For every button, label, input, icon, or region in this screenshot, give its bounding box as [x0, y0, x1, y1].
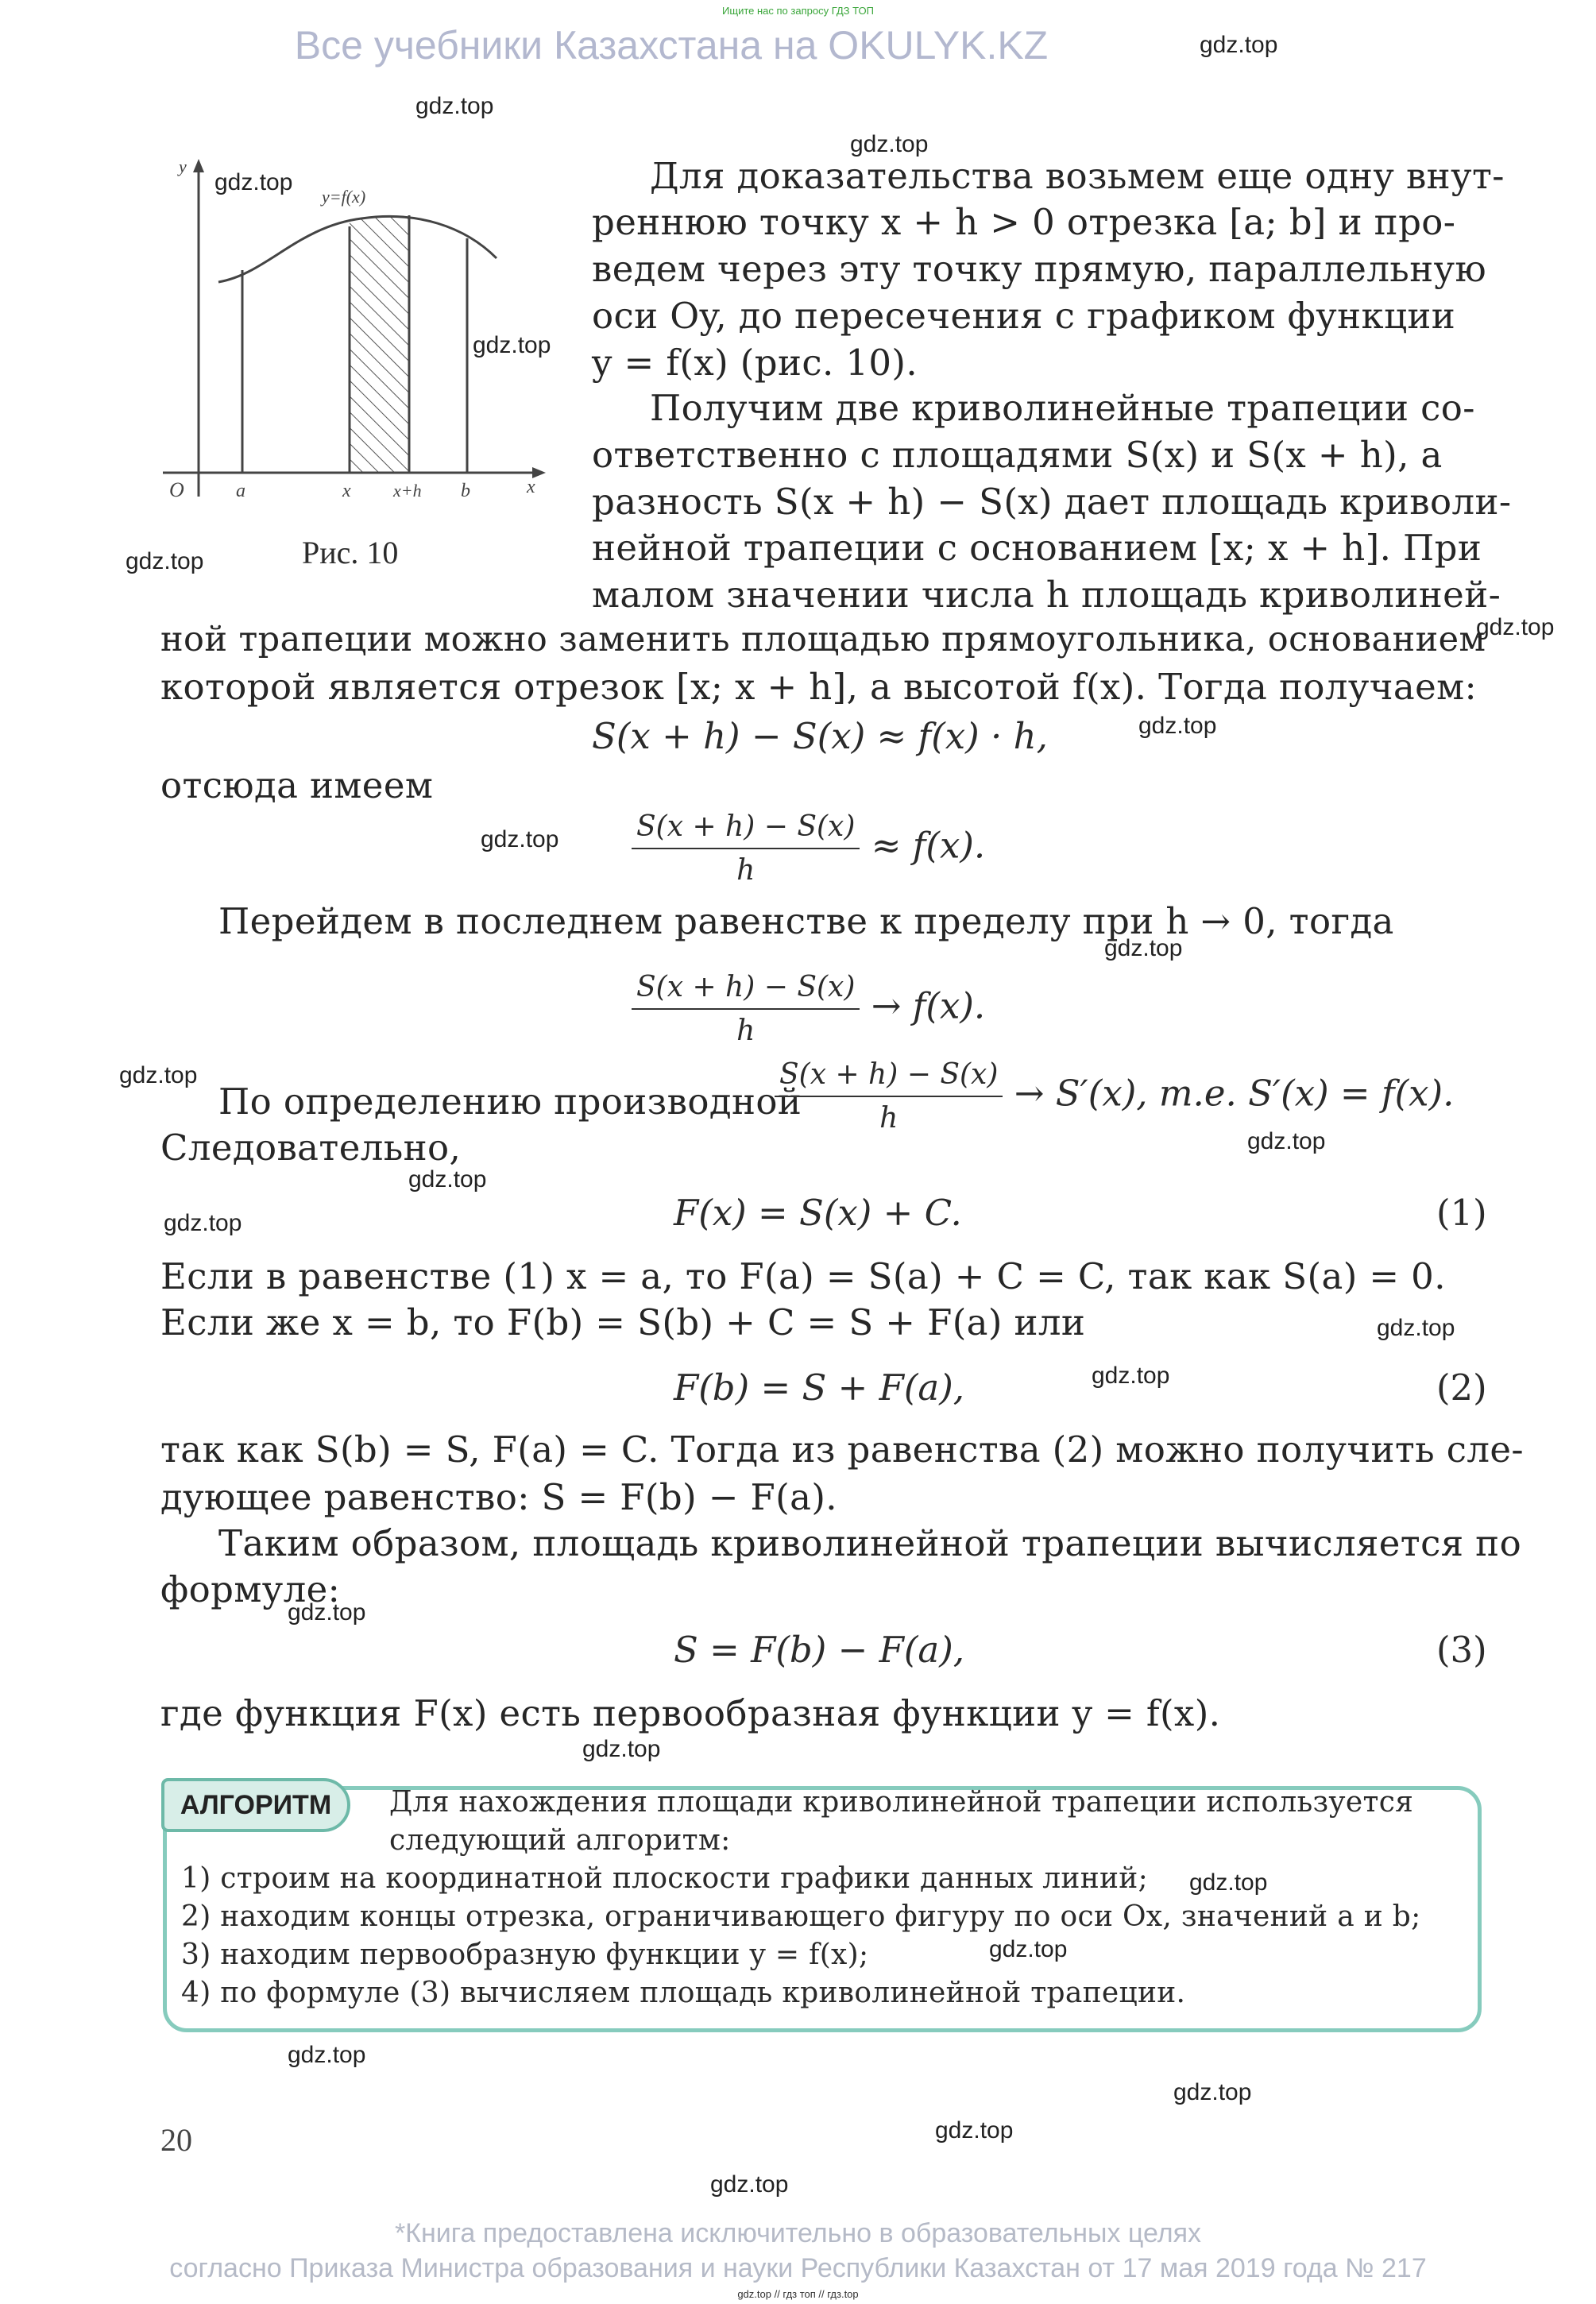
- formula-derivative: [775, 1058, 1454, 1135]
- equation-2-number: (2): [1436, 1367, 1487, 1409]
- footer-line-1: *Книга предоставлена исключительно в образовательных целях: [394, 2218, 1202, 2248]
- watermark: gdz.top: [1189, 1869, 1268, 1896]
- p2-line-5: малом значении числа h площадь криволиней-: [592, 574, 1501, 616]
- formula-fraction-limit: [632, 971, 985, 1047]
- frac-rhs-2: → f(x).: [871, 984, 986, 1027]
- thus-line-2: формуле:: [160, 1568, 341, 1610]
- tick-x-label: x: [342, 481, 351, 501]
- footer-line-3: gdz.top // гдз топ // гдз.top: [737, 2288, 859, 2300]
- watermark: gdz.top: [710, 2171, 789, 2198]
- watermark: gdz.top: [1200, 32, 1278, 58]
- origin-label: O: [169, 478, 184, 501]
- frac-den-2: h: [736, 1015, 755, 1047]
- algorithm-tag: АЛГОРИТМ: [161, 1778, 350, 1832]
- tick-a-label: a: [236, 481, 245, 501]
- algorithm-step-1: 1) строим на координатной плоскости графики данных линий;: [181, 1862, 1149, 1895]
- watermark: gdz.top: [1377, 1315, 1455, 1341]
- top-note: Ищите нас по запросу ГДЗ ТОП: [722, 5, 874, 17]
- therefore-text: Следовательно,: [160, 1127, 462, 1169]
- watermark: gdz.top: [1247, 1128, 1326, 1154]
- watermark: gdz.top: [582, 1736, 661, 1762]
- watermark: gdz.top: [1476, 614, 1555, 640]
- footer-line-2: согласно Приказа Министра образования и науки Республики Казахстан от 17 мая 2019 года № 217: [169, 2253, 1427, 2283]
- watermark: gdz.top: [408, 1166, 487, 1193]
- frac-den-3: h: [879, 1102, 898, 1135]
- equation-1: F(x) = S(x) + C.: [674, 1192, 962, 1234]
- formula-approx: S(x + h) − S(x) ≈ f(x) · h,: [592, 715, 1048, 757]
- watermark: gdz.top: [989, 1936, 1068, 1962]
- page-number: 20: [160, 2122, 192, 2158]
- watermark: gdz.top: [214, 169, 293, 195]
- p1-line-5: y = f(x) (рис. 10).: [592, 342, 918, 384]
- p1-line-3: ведем через эту точку прямую, параллельную: [592, 248, 1487, 290]
- watermark: gdz.top: [415, 93, 494, 119]
- equation-3: S = F(b) − F(a),: [674, 1629, 965, 1671]
- p2-line-3: разность S(x + h) − S(x) дает площадь криволи-: [592, 481, 1512, 523]
- watermark: gdz.top: [473, 332, 551, 358]
- frac-num-3: S(x + h) − S(x): [775, 1058, 1003, 1097]
- since-line-2: дующее равенство: S = F(b) − F(a).: [160, 1476, 838, 1518]
- algorithm-intro-1: Для нахождения площади криволинейной трапеции используется: [389, 1786, 1414, 1819]
- p2-line-7: которой является отрезок [x; x + h], а высотой f(x). Тогда получаем:: [160, 666, 1478, 708]
- equation-2: F(b) = S + F(a),: [674, 1367, 965, 1409]
- axis-y-label: y: [179, 157, 187, 176]
- where-line: где функция F(x) есть первообразная функции y = f(x).: [160, 1692, 1221, 1734]
- watermark: gdz.top: [1173, 2079, 1252, 2105]
- p1-line-2: реннюю точку x + h > 0 отрезка [a; b] и про-: [592, 201, 1456, 243]
- limit-text: Перейдем в последнем равенстве к пределу при h → 0, тогда: [218, 900, 1394, 942]
- tick-xh-label: x+h: [393, 481, 422, 501]
- figure-caption: Рис. 10: [302, 535, 399, 570]
- frac-num-2: S(x + h) − S(x): [632, 971, 860, 1010]
- frac-rhs-3: → S′(x), т.е. S′(x) = f(x).: [1014, 1072, 1455, 1115]
- hence-text: отсюда имеем: [160, 764, 434, 806]
- algorithm-intro-2: следующий алгоритм:: [389, 1824, 731, 1857]
- algorithm-step-2: 2) находим концы отрезка, ограничивающего фигуру по оси Ox, значений a и b;: [181, 1900, 1421, 1933]
- if-line-1: Если в равенстве (1) x = a, то F(a) = S(a) + C = C, так как S(a) = 0.: [160, 1255, 1446, 1297]
- watermark: gdz.top: [1104, 935, 1183, 961]
- frac-num-1: S(x + h) − S(x): [632, 810, 860, 849]
- watermark: gdz.top: [164, 1210, 242, 1236]
- equation-1-number: (1): [1436, 1192, 1487, 1234]
- watermark: gdz.top: [481, 826, 559, 852]
- algorithm-step-3: 3) находим первообразную функции y = f(x);: [181, 1939, 869, 1971]
- algorithm-step-4: 4) по формуле (3) вычисляем площадь криволинейной трапеции.: [181, 1977, 1186, 2009]
- derivative-lead: По определению производной: [218, 1080, 802, 1123]
- tick-b-label: b: [461, 481, 470, 501]
- p2-line-2: ответственно с площадями S(x) и S(x + h), а: [592, 434, 1443, 476]
- p1-line-4: оси Oy, до пересечения с графиком функции: [592, 295, 1456, 337]
- p1-line-1: Для доказательства возьмем еще одну внут-: [650, 155, 1505, 197]
- axis-x-label: x: [527, 477, 535, 497]
- if-line-2: Если же x = b, то F(b) = S(b) + C = S + F(a) или: [160, 1301, 1086, 1343]
- thus-line-1: Таким образом, площадь криволинейной трапеции вычисляется по: [218, 1522, 1522, 1564]
- frac-rhs-1: ≈ f(x).: [871, 824, 986, 867]
- watermark: gdz.top: [1138, 713, 1217, 739]
- watermark: gdz.top: [288, 1599, 366, 1626]
- watermark: gdz.top: [935, 2117, 1014, 2144]
- p2-line-4: нейной трапеции с основанием [x; x + h]. При: [592, 527, 1482, 569]
- p2-line-6: ной трапеции можно заменить площадью прямоугольника, основанием: [160, 620, 1486, 659]
- site-title: Все учебники Казахстана на OKULYK.KZ: [294, 23, 1049, 68]
- p2-line-1: Получим две криволинейные трапеции со-: [650, 387, 1475, 429]
- since-line-1: так как S(b) = S, F(a) = C. Тогда из равенства (2) можно получить сле-: [160, 1428, 1525, 1471]
- frac-den-1: h: [736, 854, 755, 887]
- watermark: gdz.top: [288, 2042, 366, 2068]
- formula-fraction-approx: [632, 810, 985, 887]
- watermark: gdz.top: [126, 548, 204, 574]
- watermark: gdz.top: [1092, 1363, 1170, 1389]
- curve-label: y=f(x): [322, 187, 366, 207]
- watermark: gdz.top: [119, 1062, 198, 1088]
- watermark: gdz.top: [850, 131, 929, 157]
- equation-3-number: (3): [1436, 1629, 1487, 1671]
